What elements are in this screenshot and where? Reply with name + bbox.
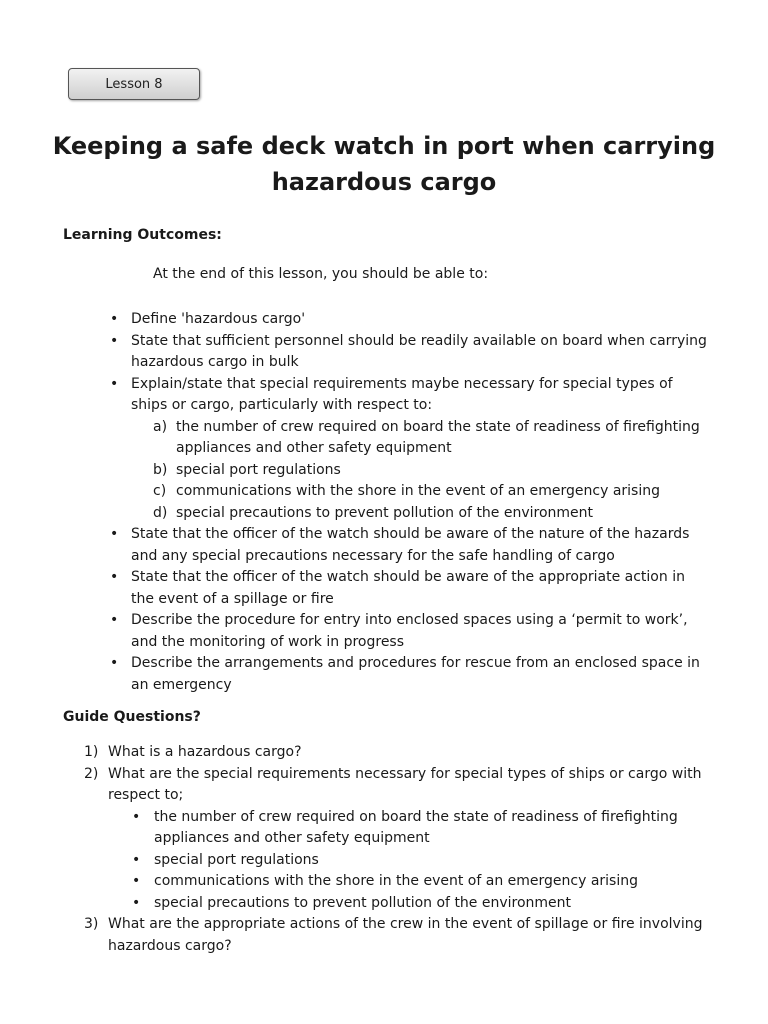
list-item-text: State that the officer of the watch should be aware of the nature of the hazards and any special precautions necessary for the safe handling of cargo bbox=[131, 526, 690, 564]
sub-list bbox=[131, 417, 711, 525]
list-item bbox=[131, 309, 711, 331]
list-item bbox=[131, 567, 711, 610]
page-title: Keeping a safe deck watch in port when carrying hazardous cargo bbox=[52, 132, 716, 196]
sub-list-text: the number of crew required on board the state of readiness of firefighting appliances and other safety equipment bbox=[176, 418, 700, 456]
sub-list-marker: b) bbox=[153, 461, 168, 478]
question-sub-item: • the number of crew required on board the state of readiness of firefighting appliances and other safety equipment bbox=[154, 807, 708, 850]
list-item-text: Define 'hazardous cargo' bbox=[131, 311, 306, 327]
question-item bbox=[84, 742, 708, 764]
lesson-badge-label: Lesson 8 bbox=[105, 76, 163, 92]
question-number: 1) bbox=[84, 744, 99, 760]
list-item bbox=[131, 524, 711, 567]
question-text: What is a hazardous cargo? bbox=[108, 744, 302, 760]
lesson-badge bbox=[68, 68, 200, 100]
sub-list-item bbox=[131, 503, 711, 525]
learning-outcomes-heading: Learning Outcomes: bbox=[63, 227, 222, 243]
question-sub-item: • special port regulations bbox=[154, 850, 708, 872]
sub-list-item bbox=[131, 417, 711, 460]
question-number: 3) bbox=[84, 916, 99, 932]
question-text: What are the special requirements necessary for special types of ships or cargo with respect to; bbox=[108, 765, 702, 803]
list-item bbox=[131, 610, 711, 653]
question-item bbox=[84, 914, 708, 957]
question-sub-list bbox=[108, 807, 708, 915]
list-item-text: State that sufficient personnel should be readily available on board when carrying hazardous cargo in bulk bbox=[131, 332, 707, 370]
sub-list-marker: d) bbox=[153, 504, 168, 521]
question-number: 2) bbox=[84, 765, 99, 782]
list-item-text: State that the officer of the watch should be aware of the appropriate action in the event of a spillage or fire bbox=[131, 569, 685, 607]
sub-list-text: special port regulations bbox=[176, 461, 341, 478]
sub-list-text: special precautions to prevent pollution of the environment bbox=[176, 504, 594, 521]
guide-questions-list bbox=[84, 742, 708, 957]
question-sub-item: • communications with the shore in the event of an emergency arising bbox=[154, 871, 708, 893]
question-text: What are the appropriate actions of the crew in the event of spillage or fire involving hazardous cargo? bbox=[108, 916, 703, 954]
sub-list-item bbox=[131, 460, 711, 482]
sub-list-marker: c) bbox=[153, 483, 167, 499]
list-item-text: Describe the arrangements and procedures for rescue from an enclosed space in an emergency bbox=[131, 655, 700, 693]
guide-questions-heading: Guide Questions? bbox=[63, 709, 201, 725]
list-item-text: Describe the procedure for entry into enclosed spaces using a ‘permit to work’, and the monitoring of work in progress bbox=[131, 612, 688, 650]
sub-list-text: communications with the shore in the event of an emergency arising bbox=[176, 483, 660, 499]
list-item bbox=[131, 331, 711, 374]
list-item bbox=[131, 653, 711, 696]
sub-list-marker: a) bbox=[153, 418, 168, 435]
list-item-text: Explain/state that special requirements maybe necessary for special types of ships or cargo, particularly with respect to: bbox=[131, 375, 673, 413]
list-item bbox=[131, 374, 711, 525]
question-sub-item: • special precautions to prevent pollution of the environment bbox=[154, 893, 708, 915]
learning-outcomes-intro: At the end of this lesson, you should be able to: bbox=[153, 266, 489, 282]
sub-list-item bbox=[131, 481, 711, 503]
question-item bbox=[84, 764, 708, 915]
learning-outcomes-list bbox=[131, 309, 711, 696]
